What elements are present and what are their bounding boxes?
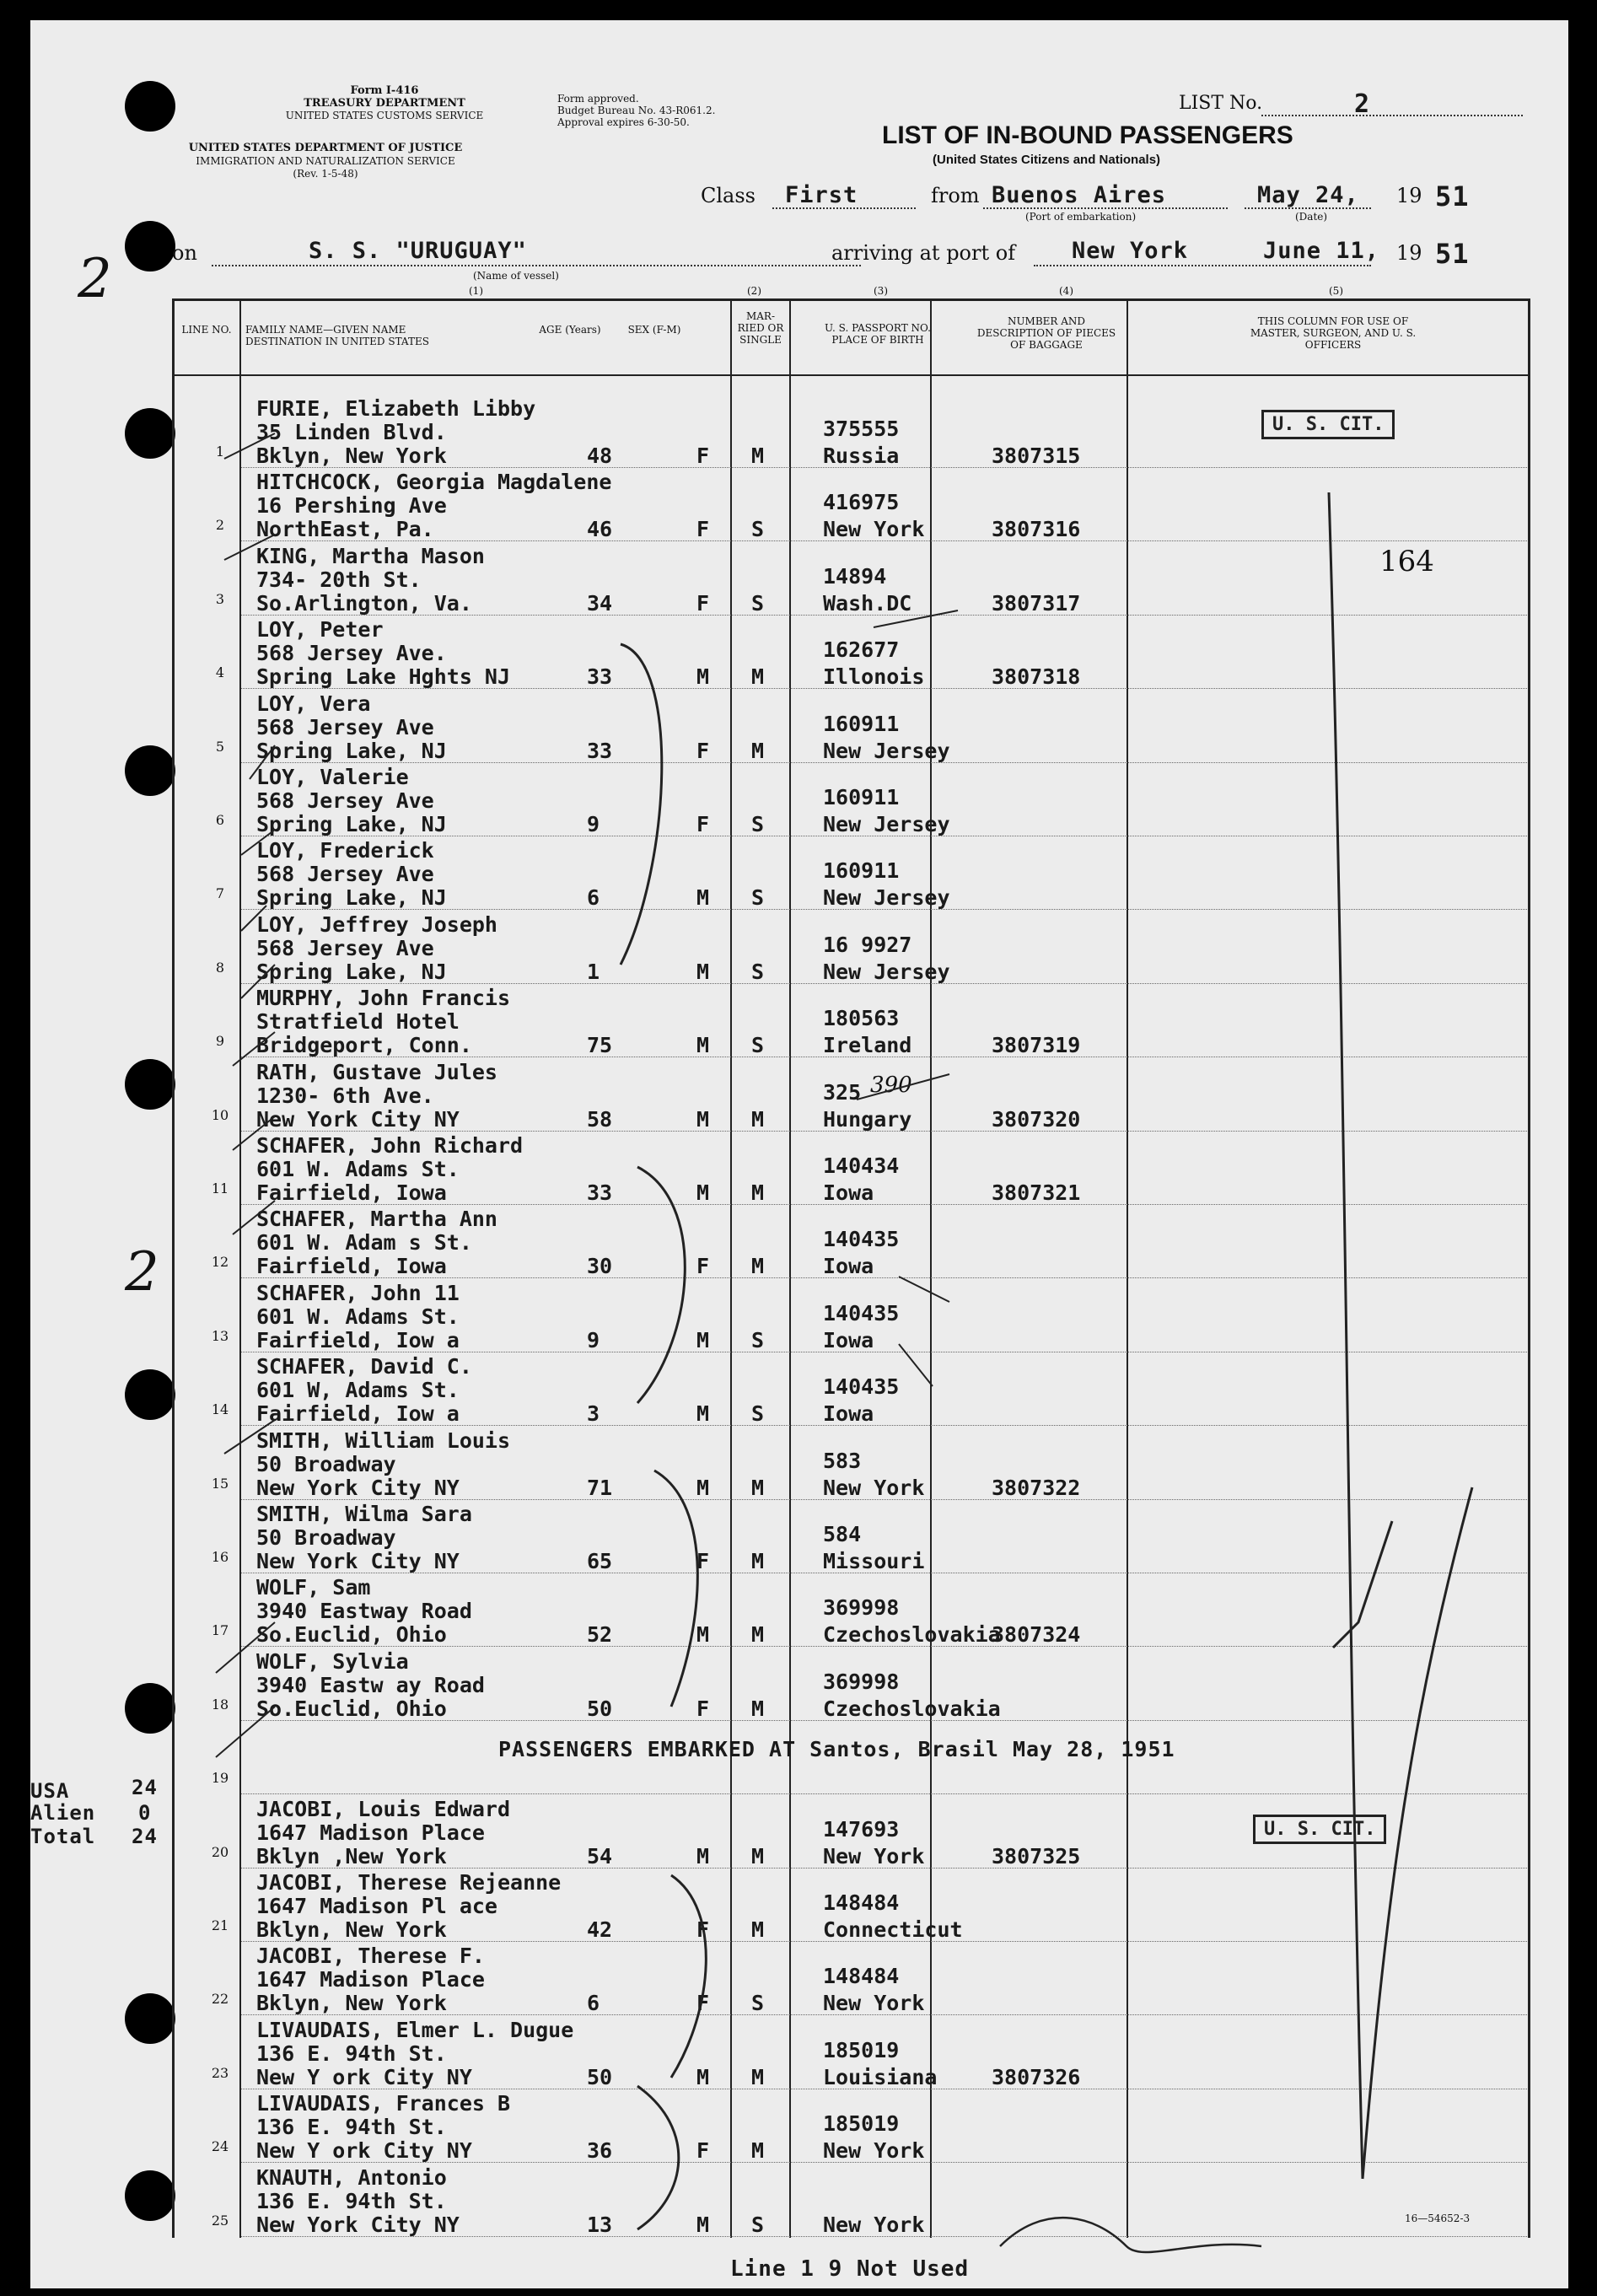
passenger-name: RATH, Gustave Jules <box>256 1059 497 1084</box>
birth-place: New York <box>823 1475 925 1500</box>
passenger-sex: M <box>696 1843 710 1869</box>
customs-service: UNITED STATES CUSTOMS SERVICE <box>285 110 484 121</box>
passenger-age: 75 <box>587 1033 613 1058</box>
passenger-age: 58 <box>587 1106 613 1132</box>
col-header-passport: U. S. PASSPORT NO. PLACE OF BIRTH <box>825 322 931 346</box>
passenger-age: 36 <box>587 2138 613 2164</box>
passenger-age: 6 <box>587 885 600 911</box>
passenger-marital: M <box>751 1696 765 1721</box>
passenger-sex: F <box>696 517 710 542</box>
birth-place: New Jersey <box>823 885 950 911</box>
col-header-sex: SEX (F-M) <box>627 324 681 336</box>
list-no-label: LIST No. <box>1179 93 1263 114</box>
page-title: LIST OF IN-BOUND PASSENGERS <box>882 121 1293 149</box>
line-number: 14 <box>211 1401 229 1418</box>
baggage-number: 3807322 <box>992 1475 1081 1500</box>
year-prefix: 19 <box>1396 184 1422 207</box>
passenger-age: 33 <box>587 1180 613 1205</box>
passenger-address: 568 Jersey Ave <box>256 862 434 887</box>
birth-place: Hungary <box>823 1106 912 1132</box>
passenger-sex: F <box>696 738 710 763</box>
baggage-number: 3807326 <box>992 2064 1081 2089</box>
passenger-sex: F <box>696 1254 710 1279</box>
line-number: 22 <box>211 1991 229 2008</box>
passenger-sex: F <box>696 1991 710 2016</box>
passenger-city: New Y ork City NY <box>256 2138 472 2164</box>
line-number: 3 <box>215 590 225 607</box>
passenger-marital: M <box>751 664 765 690</box>
passenger-address: 136 E. 94th St. <box>256 2188 447 2213</box>
passenger-sex: M <box>696 664 710 690</box>
year-value: 51 <box>1435 180 1470 212</box>
passenger-city: Bklyn, New York <box>256 444 447 468</box>
revision: (Rev. 1-5-48) <box>293 168 358 180</box>
passenger-age: 33 <box>587 738 613 763</box>
passenger-marital: M <box>751 444 765 468</box>
baggage-number: 3807316 <box>992 517 1081 542</box>
handwriting-marks <box>30 20 1568 2288</box>
passport-note: 390 <box>870 1073 912 1098</box>
passport-number: 160911 <box>823 858 900 884</box>
line-number: 25 <box>211 2212 229 2229</box>
passenger-marital: S <box>751 1033 765 1058</box>
treasury-dept: TREASURY DEPARTMENT <box>304 97 465 110</box>
passenger-marital: M <box>751 2064 765 2089</box>
passenger-city: New Y ork City NY <box>256 2064 472 2089</box>
passenger-city: NorthEast, Pa. <box>256 517 434 542</box>
birth-place: New York <box>823 2212 925 2237</box>
line-number: 15 <box>211 1475 229 1492</box>
passenger-marital: S <box>751 1327 765 1352</box>
passenger-marital: M <box>751 1549 765 1573</box>
margin-two-mid: 2 <box>125 1241 159 1304</box>
birth-place: Iowa <box>823 1401 874 1427</box>
line-number: 8 <box>215 959 225 976</box>
passenger-address: 601 W. Adams St. <box>256 1157 460 1181</box>
passenger-marital: M <box>751 1843 765 1869</box>
passenger-city: So.Euclid, Ohio <box>256 1622 447 1648</box>
passenger-marital: M <box>751 1180 765 1205</box>
birth-place: New York <box>823 517 925 542</box>
birth-place: New York <box>823 2138 925 2164</box>
passenger-marital: S <box>751 812 765 836</box>
birth-place: Russia <box>823 444 900 468</box>
passenger-marital: S <box>751 959 765 984</box>
number-164: 164 <box>1379 545 1434 578</box>
passenger-name: SCHAFER, David C. <box>256 1354 472 1379</box>
passenger-sex: M <box>696 1106 710 1132</box>
passenger-marital: S <box>751 885 765 911</box>
passport-number: 180563 <box>823 1006 900 1031</box>
passenger-age: 54 <box>587 1843 613 1869</box>
passenger-city: Spring Lake, NJ <box>256 959 447 984</box>
passenger-marital: S <box>751 517 765 542</box>
passenger-marital: M <box>751 738 765 763</box>
passenger-address: 3940 Eastw ay Road <box>256 1672 485 1697</box>
page-subtitle: (United States Citizens and Nationals) <box>933 153 1161 167</box>
passenger-age: 50 <box>587 2064 613 2089</box>
passenger-city: New York City NY <box>256 1475 460 1500</box>
passenger-name: JACOBI, Therese Rejeanne <box>256 1870 562 1895</box>
santos-heading: PASSENGERS EMBARKED AT Santos, Brasil May 28, 1951 <box>498 1737 1175 1761</box>
passenger-marital: S <box>751 2212 765 2237</box>
passport-number: 583 <box>823 1448 862 1473</box>
arrival-port: New York <box>1072 238 1189 264</box>
justice-dept: UNITED STATES DEPARTMENT OF JUSTICE <box>188 142 463 154</box>
passport-number: 140434 <box>823 1153 900 1178</box>
birth-place: Missouri <box>823 1549 925 1573</box>
birth-place: Louisiana <box>823 2064 938 2089</box>
from-value: Buenos Aires <box>992 182 1167 208</box>
passenger-name: LOY, Peter <box>256 617 384 643</box>
arriving-label: arriving at port of <box>831 241 1016 265</box>
passenger-address: 734- 20th St. <box>256 567 422 592</box>
passenger-name: KNAUTH, Antonio <box>256 2164 447 2190</box>
passenger-sex: M <box>696 1622 710 1648</box>
passport-number: 148484 <box>823 1890 900 1915</box>
passport-number: 140435 <box>823 1300 900 1325</box>
usa-count: 24 <box>132 1776 158 1799</box>
margin-two-top: 2 <box>78 248 112 310</box>
passenger-address: 50 Broadway <box>256 1525 396 1550</box>
passenger-city: So.Euclid, Ohio <box>256 1696 447 1721</box>
passenger-address: 1647 Madison Pl ace <box>256 1894 497 1918</box>
baggage-number: 3807317 <box>992 590 1081 616</box>
passenger-address: 136 E. 94th St. <box>256 2115 447 2140</box>
passenger-marital: M <box>751 2138 765 2164</box>
col-header-name: FAMILY NAME—GIVEN NAME DESTINATION IN UNITED STATES <box>245 324 429 347</box>
passenger-city: Spring Lake Hghts NJ <box>256 664 511 690</box>
passport-number: 147693 <box>823 1816 900 1842</box>
us-cit-stamp: U. S. CIT. <box>1261 410 1395 439</box>
passenger-city: Bklyn, New York <box>256 1991 447 2016</box>
birth-place: Czechoslovakia <box>823 1696 1001 1721</box>
passenger-name: JACOBI, Louis Edward <box>256 1796 511 1821</box>
passenger-city: So.Arlington, Va. <box>256 590 472 616</box>
passenger-address: 1647 Madison Place <box>256 1820 485 1845</box>
passenger-sex: F <box>696 812 710 836</box>
col-header-baggage: NUMBER AND DESCRIPTION OF PIECES OF BAGGAGE <box>976 315 1116 351</box>
arrival-date: June 11, <box>1263 238 1380 264</box>
passport-number: 140435 <box>823 1374 900 1400</box>
passenger-city: Fairfield, Iowa <box>256 1254 447 1279</box>
passenger-marital: M <box>751 1917 765 1942</box>
alien-label: Alien <box>30 1801 96 1825</box>
passenger-city: Fairfield, Iow a <box>256 1401 460 1427</box>
passenger-city: New York City NY <box>256 1106 460 1132</box>
col-num-4: (4) <box>1059 285 1073 297</box>
passenger-name: LOY, Frederick <box>256 838 434 863</box>
passenger-address: 1647 Madison Place <box>256 1967 485 1992</box>
passenger-address: 16 Pershing Ave <box>256 493 447 519</box>
passenger-age: 1 <box>587 959 600 984</box>
passport-number: 185019 <box>823 2111 900 2137</box>
birth-place: Iowa <box>823 1254 874 1279</box>
arrival-year-prefix: 19 <box>1396 241 1422 265</box>
passport-number: 160911 <box>823 785 900 809</box>
baggage-number: 3807315 <box>992 444 1081 468</box>
passenger-address: Stratfield Hotel <box>256 1009 460 1035</box>
passenger-name: WOLF, Sam <box>256 1575 371 1600</box>
passenger-city: New York City NY <box>256 1549 460 1573</box>
passenger-city: Fairfield, Iowa <box>256 1180 447 1205</box>
birth-place: Czechoslovakia <box>823 1622 1001 1648</box>
passenger-age: 50 <box>587 1696 613 1721</box>
birth-place: New York <box>823 1843 925 1869</box>
passport-number: 325 <box>823 1079 862 1105</box>
line-number: 4 <box>215 664 225 681</box>
passport-number: 148484 <box>823 1964 900 1989</box>
approval-expires: Approval expires 6-30-50. <box>557 116 690 128</box>
line-number: 17 <box>211 1622 229 1639</box>
passenger-sex: F <box>696 1917 710 1942</box>
list-no-value: 2 <box>1354 89 1371 119</box>
birth-place: Ireland <box>823 1033 912 1058</box>
baggage-number: 3807320 <box>992 1106 1081 1132</box>
passport-number: 584 <box>823 1522 862 1546</box>
vessel-name: S. S. "URUGUAY" <box>309 238 527 264</box>
passenger-address: 601 W, Adams St. <box>256 1378 460 1403</box>
passenger-sex: M <box>696 1475 710 1500</box>
passenger-name: SCHAFER, Martha Ann <box>256 1207 497 1232</box>
line-number: 16 <box>211 1549 229 1565</box>
passenger-address: 601 W. Adams St. <box>256 1304 460 1329</box>
passenger-name: SMITH, William Louis <box>256 1428 511 1453</box>
line-number: 1 <box>215 444 225 460</box>
passenger-name: LOY, Jeffrey Joseph <box>256 911 497 937</box>
passenger-address: 568 Jersey Ave. <box>256 641 447 666</box>
passenger-sex: F <box>696 590 710 616</box>
form-approved: Form approved. <box>557 93 639 105</box>
passport-number: 16 9927 <box>823 932 912 957</box>
line-number: 18 <box>211 1696 229 1713</box>
passenger-sex: M <box>696 1327 710 1352</box>
passenger-address: 601 W. Adam s St. <box>256 1230 472 1256</box>
passenger-name: KING, Martha Mason <box>256 543 485 568</box>
line-number: 20 <box>211 1843 229 1860</box>
line-number: 9 <box>215 1033 225 1050</box>
line-number: 12 <box>211 1254 229 1271</box>
line-number: 7 <box>215 885 225 902</box>
passenger-marital: S <box>751 590 765 616</box>
col-num-1: (1) <box>469 285 483 297</box>
passenger-address: 50 Broadway <box>256 1451 396 1476</box>
passenger-address: 1230- 6th Ave. <box>256 1083 434 1108</box>
birth-place: New Jersey <box>823 812 950 836</box>
passport-number: 369998 <box>823 1669 900 1694</box>
ins: IMMIGRATION AND NATURALIZATION SERVICE <box>196 155 455 167</box>
passenger-age: 48 <box>587 444 613 468</box>
line-number: 13 <box>211 1327 229 1344</box>
passenger-address: 568 Jersey Ave <box>256 788 434 813</box>
from-label: from <box>931 184 980 207</box>
passport-number: 369998 <box>823 1595 900 1621</box>
class-label: Class <box>701 184 755 207</box>
passenger-age: 9 <box>587 1327 600 1352</box>
line-number: 19 <box>211 1770 229 1787</box>
col-num-5: (5) <box>1329 285 1343 297</box>
class-value: First <box>785 182 858 208</box>
col-num-3: (3) <box>874 285 888 297</box>
vessel-label: (Name of vessel) <box>473 270 559 282</box>
birth-place: Iowa <box>823 1327 874 1352</box>
line-number: 21 <box>211 1917 229 1933</box>
passenger-name: LIVAUDAIS, Elmer L. Dugue <box>256 2017 574 2042</box>
line-number: 23 <box>211 2064 229 2081</box>
birth-place: Iowa <box>823 1180 874 1205</box>
passport-number: 375555 <box>823 417 900 441</box>
passenger-city: Bklyn, New York <box>256 1917 447 1942</box>
date-value: May 24, <box>1257 182 1359 208</box>
passenger-age: 65 <box>587 1549 613 1573</box>
baggage-number: 3807321 <box>992 1180 1081 1205</box>
passenger-name: SMITH, Wilma Sara <box>256 1502 472 1526</box>
footer-code: 16—54652-3 <box>1405 2213 1471 2224</box>
passenger-city: Spring Lake, NJ <box>256 812 447 836</box>
passenger-age: 33 <box>587 664 613 690</box>
passenger-city: Bridgeport, Conn. <box>256 1033 472 1058</box>
passenger-name: SCHAFER, John 11 <box>256 1280 460 1305</box>
passenger-address: 568 Jersey Ave <box>256 935 434 960</box>
line-number: 10 <box>211 1106 229 1123</box>
birth-place: Illonois <box>823 664 925 690</box>
passenger-sex: M <box>696 2212 710 2237</box>
budget-bureau: Budget Bureau No. 43-R061.2. <box>557 105 716 116</box>
col-header-married: MAR- RIED OR SINGLE <box>737 310 784 346</box>
baggage-number: 3807319 <box>992 1033 1081 1058</box>
passport-number: 162677 <box>823 637 900 663</box>
birth-place: New Jersey <box>823 959 950 984</box>
passport-number: 416975 <box>823 490 900 515</box>
passenger-sex: F <box>696 2138 710 2164</box>
line-number: 11 <box>211 1180 229 1196</box>
passenger-name: FURIE, Elizabeth Libby <box>256 396 536 421</box>
passenger-name: MURPHY, John Francis <box>256 986 511 1011</box>
passenger-city: New York City NY <box>256 2212 460 2237</box>
passenger-sex: F <box>696 1549 710 1573</box>
passport-number: 185019 <box>823 2037 900 2062</box>
birth-place: New York <box>823 1991 925 2016</box>
passenger-address: 35 Linden Blvd. <box>256 420 447 444</box>
passenger-age: 3 <box>587 1401 600 1427</box>
passenger-marital: S <box>751 1991 765 2016</box>
passenger-city: Fairfield, Iow a <box>256 1327 460 1352</box>
on-label: on <box>172 241 197 265</box>
passenger-sex: M <box>696 1033 710 1058</box>
form-number: Form I-416 <box>350 84 419 97</box>
arrival-year: 51 <box>1435 238 1470 270</box>
passenger-name: LOY, Valerie <box>256 765 409 789</box>
passenger-sex: M <box>696 959 710 984</box>
passenger-sex: F <box>696 1696 710 1721</box>
total-count: 24 <box>132 1825 158 1848</box>
line-number: 5 <box>215 738 225 755</box>
baggage-number: 3807318 <box>992 664 1081 690</box>
passenger-marital: M <box>751 1254 765 1279</box>
col-header-age: AGE (Years) <box>539 324 601 336</box>
passenger-name: WOLF, Sylvia <box>256 1648 409 1674</box>
passenger-sex: M <box>696 885 710 911</box>
passport-number: 160911 <box>823 711 900 736</box>
passenger-marital: M <box>751 1106 765 1132</box>
passenger-age: 30 <box>587 1254 613 1279</box>
passenger-sex: M <box>696 1180 710 1205</box>
passenger-marital: M <box>751 1622 765 1648</box>
passenger-sex: M <box>696 2064 710 2089</box>
passenger-city: Spring Lake, NJ <box>256 885 447 911</box>
passenger-age: 71 <box>587 1475 613 1500</box>
passenger-name: JACOBI, Therese F. <box>256 1944 485 1969</box>
col-header-officers: THIS COLUMN FOR USE OF MASTER, SURGEON, AND U. S. OFFICERS <box>1250 315 1417 351</box>
baggage-number: 3807324 <box>992 1622 1081 1648</box>
passenger-age: 52 <box>587 1622 613 1648</box>
passport-number: 14894 <box>823 563 887 589</box>
date-label: (Date) <box>1295 211 1328 223</box>
passenger-sex: F <box>696 444 710 468</box>
birth-place: Connecticut <box>823 1917 963 1942</box>
passenger-name: HITCHCOCK, Georgia Magdalene <box>256 470 612 495</box>
passenger-marital: S <box>751 1401 765 1427</box>
total-label: Total <box>30 1825 96 1848</box>
passenger-address: 3940 Eastway Road <box>256 1599 472 1624</box>
passenger-address: 568 Jersey Ave <box>256 714 434 739</box>
manifest-page <box>30 20 1568 2288</box>
passenger-address: 136 E. 94th St. <box>256 2041 447 2066</box>
baggage-number: 3807325 <box>992 1843 1081 1869</box>
passport-number: 140435 <box>823 1227 900 1252</box>
passenger-marital: M <box>751 1475 765 1500</box>
bottom-note: Line 1 9 Not Used <box>730 2256 970 2282</box>
passenger-age: 13 <box>587 2212 613 2237</box>
passenger-age: 42 <box>587 1917 613 1942</box>
passenger-age: 6 <box>587 1991 600 2016</box>
birth-place: Wash.DC <box>823 590 912 616</box>
line-number: 6 <box>215 812 225 828</box>
passenger-city: Spring Lake, NJ <box>256 738 447 763</box>
line-number: 2 <box>215 517 225 534</box>
alien-count: 0 <box>138 1801 152 1825</box>
passenger-age: 46 <box>587 517 613 542</box>
passenger-sex: M <box>696 1401 710 1427</box>
port-embark-label: (Port of embarkation) <box>1025 211 1137 223</box>
us-cit-stamp: U. S. CIT. <box>1253 1815 1386 1844</box>
passenger-city: Bklyn ,New York <box>256 1843 447 1869</box>
line-number: 24 <box>211 2138 229 2155</box>
passenger-age: 34 <box>587 590 613 616</box>
usa-label: USA <box>30 1779 70 1803</box>
col-header-line-no: LINE NO. <box>181 324 232 336</box>
birth-place: New Jersey <box>823 738 950 763</box>
col-num-2: (2) <box>747 285 761 297</box>
passenger-name: LOY, Vera <box>256 691 371 716</box>
passenger-name: LIVAUDAIS, Frances B <box>256 2091 511 2116</box>
passenger-name: SCHAFER, John Richard <box>256 1133 524 1158</box>
passenger-age: 9 <box>587 812 600 836</box>
